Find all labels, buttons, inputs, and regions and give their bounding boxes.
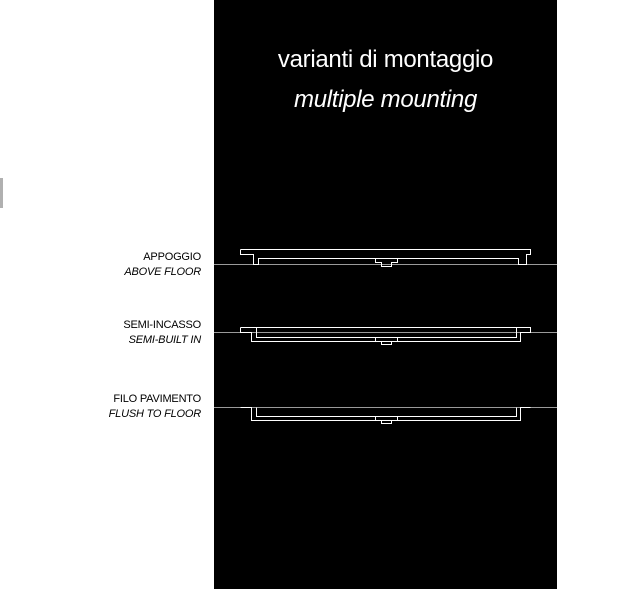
variant-name-it: FILO PAVIMENTO <box>113 393 201 405</box>
drain-detail <box>376 259 398 267</box>
variant-name-it: SEMI-INCASSO <box>123 319 201 331</box>
tray-inner <box>257 408 517 417</box>
tray-outline <box>241 328 531 342</box>
drawing-flush-to-floor <box>214 408 557 424</box>
title-italian: varianti di montaggio <box>277 46 494 73</box>
variant-name-it: APPOGGIO <box>143 251 201 263</box>
variant-name-en: FLUSH TO FLOOR <box>108 408 201 420</box>
drawing-above-floor <box>214 250 557 267</box>
drawing-semi-built-in <box>214 328 557 345</box>
title-english: multiple mounting <box>294 86 477 113</box>
tray-outline <box>241 408 531 421</box>
variant-name-en: ABOVE FLOOR <box>124 266 201 278</box>
tray-outline <box>241 250 531 265</box>
variant-name-en: SEMI-BUILT IN <box>128 334 201 346</box>
